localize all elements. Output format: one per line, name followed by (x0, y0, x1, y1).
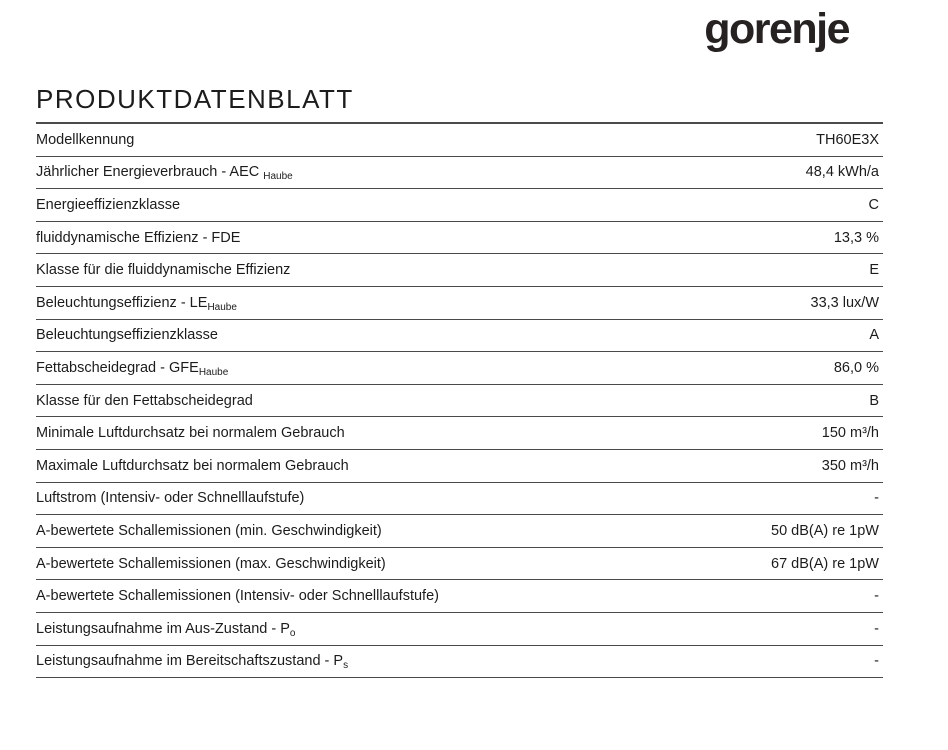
table-row (36, 320, 883, 353)
row-label (36, 523, 382, 539)
row-label (36, 360, 228, 376)
table-row (36, 287, 883, 320)
row-value: C (868, 196, 879, 213)
row-value: 13,3 % (833, 229, 879, 246)
gorenje-logo: gorenje (704, 5, 849, 53)
row-label-text: Fettabscheidegrad - GFE (36, 359, 199, 376)
row-label (36, 425, 345, 441)
row-label (36, 295, 237, 311)
row-label-text: A-bewertete Schallemissionen (min. Geschwindigkeit) (36, 522, 382, 539)
row-label-text: Luftstrom (Intensiv- oder Schnelllaufstufe) (36, 490, 305, 507)
row-label-text: fluiddynamische Effizienz - FDE (36, 229, 241, 246)
table-row (36, 646, 883, 679)
row-label (36, 621, 295, 637)
row-label-text: Modellkennung (36, 131, 135, 148)
table-row (36, 222, 883, 255)
table-row (36, 515, 883, 548)
row-label-text: Beleuchtungseffizienz - LE (36, 294, 208, 311)
row-label-subscript: s (343, 660, 349, 672)
row-value: 50 dB(A) re 1pW (771, 522, 879, 539)
row-label-subscript: o (289, 627, 296, 639)
row-value: 350 m³/h (821, 457, 879, 474)
row-label (36, 653, 349, 672)
row-label (36, 327, 218, 343)
row-label-text: Beleuchtungseffizienzklasse (36, 327, 218, 344)
table-row (36, 450, 883, 483)
row-value: - (874, 653, 879, 670)
table-row (36, 417, 883, 450)
row-label-text: Energieeffizienzklasse (36, 196, 181, 213)
table-row (36, 548, 883, 581)
row-value: - (874, 588, 879, 605)
row-value: 67 dB(A) re 1pW (771, 555, 879, 572)
row-label-text: Jährlicher Energieverbrauch - AEC (36, 164, 260, 181)
row-label (36, 588, 439, 604)
row-label (36, 262, 290, 278)
table-row (36, 580, 883, 613)
row-value: 48,4 kWh/a (805, 164, 879, 181)
row-label (36, 490, 304, 506)
row-value: 86,0 % (833, 359, 879, 376)
table-row (36, 385, 883, 418)
page-title: PRODUKTDATENBLATT (36, 84, 883, 124)
datasheet-content (36, 84, 883, 678)
spec-table (36, 124, 883, 678)
table-row (36, 254, 883, 287)
row-label (36, 164, 293, 183)
row-label-text: Klasse für den Fettabscheidegrad (36, 392, 253, 409)
table-row (36, 483, 883, 516)
row-label-text: Minimale Luftdurchsatz bei normalem Gebrauch (36, 425, 345, 442)
row-label-text: Klasse für die fluiddynamische Effizienz (36, 262, 291, 279)
table-row (36, 189, 883, 222)
row-value: 33,3 lux/W (810, 294, 879, 311)
row-label-subscript: Haube (198, 366, 229, 378)
row-label-subscript: Haube (207, 301, 237, 313)
row-label-text: A-bewertete Schallemissionen (Intensiv- oder Schnelllaufstufe) (36, 588, 439, 605)
row-label (36, 197, 180, 213)
row-value: - (874, 490, 879, 507)
row-label-subscript: Haube (263, 171, 293, 183)
row-label-text: Leistungsaufnahme im Aus-Zustand - P (36, 620, 290, 637)
row-value: E (869, 262, 879, 279)
table-row (36, 352, 883, 385)
row-value: B (869, 392, 879, 409)
row-value: TH60E3X (816, 131, 879, 148)
table-row (36, 124, 883, 157)
table-row (36, 613, 883, 646)
row-label-text: Leistungsaufnahme im Bereitschaftszustand - P (36, 653, 344, 670)
row-label (36, 132, 134, 148)
row-label (36, 230, 240, 246)
row-value: - (874, 620, 879, 637)
row-value: A (869, 327, 879, 344)
row-label (36, 458, 349, 474)
row-value: 150 m³/h (821, 425, 879, 442)
row-label (36, 556, 386, 572)
row-label (36, 393, 253, 409)
row-label-text: Maximale Luftdurchsatz bei normalem Gebrauch (36, 457, 349, 474)
table-row (36, 157, 883, 190)
row-label-text: A-bewertete Schallemissionen (max. Geschwindigkeit) (36, 555, 386, 572)
